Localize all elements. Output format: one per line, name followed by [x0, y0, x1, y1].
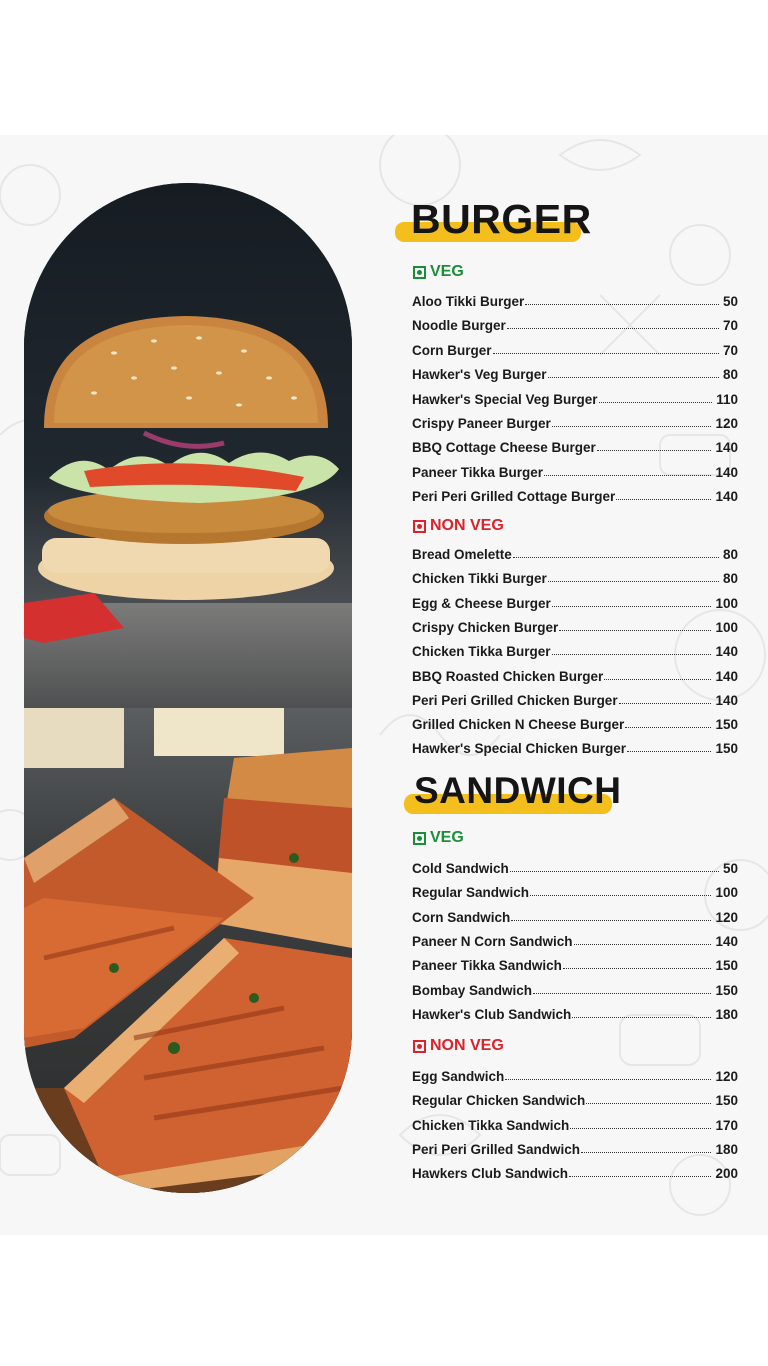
menu-item-name: Chicken Tikka Sandwich	[412, 1117, 570, 1133]
menu-item-price: 140	[715, 644, 738, 660]
menu-item-price: 150	[715, 717, 738, 733]
menu-item-row	[412, 435, 738, 455]
menu-item-name: BBQ Roasted Chicken Burger	[412, 668, 604, 684]
menu-item-name: Crispy Paneer Burger	[412, 416, 551, 431]
menu-item-name: BBQ Cottage Cheese Burger	[412, 440, 596, 456]
menu-item-row	[412, 929, 738, 949]
menu-item-price: 80	[722, 547, 738, 562]
sandwich-illustration	[24, 708, 352, 1193]
menu-item-row	[412, 313, 738, 333]
menu-item-row	[412, 289, 738, 309]
burger-illustration	[24, 183, 352, 708]
menu-item-name: Paneer N Corn Sandwich	[412, 933, 573, 949]
menu-item-price: 150	[715, 958, 738, 974]
dot-leader	[552, 426, 712, 427]
sandwich-veg-label: VEG	[413, 829, 464, 847]
food-photo-capsule	[24, 183, 352, 1193]
menu-item-name: Peri Peri Grilled Sandwich	[412, 1141, 581, 1157]
menu-item-name: Cold Sandwich	[412, 861, 509, 876]
dot-leader	[544, 475, 711, 476]
menu-item-name: Chicken Tikka Burger	[412, 644, 551, 660]
menu-item-row	[412, 1113, 738, 1133]
dot-leader	[513, 557, 719, 558]
menu-item-price: 140	[715, 692, 738, 708]
menu-item-name: Paneer Tikka Burger	[412, 464, 544, 480]
menu-item-row	[412, 856, 738, 876]
menu-item-price: 120	[715, 909, 738, 925]
dot-leader	[572, 1017, 711, 1018]
veg-symbol-icon	[413, 832, 426, 845]
menu-item-name: Hawker's Special Veg Burger	[412, 391, 598, 407]
menu-item-price: 70	[722, 342, 738, 358]
nonveg-symbol-icon	[413, 1040, 426, 1053]
menu-item-name: Hawkers Club Sandwich	[412, 1166, 569, 1182]
menu-item-name: Paneer Tikka Sandwich	[412, 958, 562, 974]
dot-leader	[548, 581, 719, 582]
menu-item-name: Bread Omelette	[412, 547, 512, 562]
menu-item-price: 180	[715, 1141, 738, 1157]
burger-nonveg-label: NON VEG	[413, 517, 504, 535]
menu-item-name: Peri Peri Grilled Cottage Burger	[412, 489, 616, 505]
menu-item-price: 150	[715, 1093, 738, 1109]
menu-item-name: Noodle Burger	[412, 318, 506, 334]
dot-leader	[505, 1079, 711, 1080]
menu-item-row	[412, 1064, 738, 1084]
menu-item-name: Regular Sandwich	[412, 885, 530, 901]
menu-item-row	[412, 639, 738, 659]
menu-item-name: Chicken Tikki Burger	[412, 571, 547, 587]
nonveg-symbol-icon	[413, 520, 426, 533]
menu-item-row	[412, 566, 738, 586]
menu-item-name: Egg Sandwich	[412, 1069, 505, 1084]
dot-leader	[563, 968, 712, 969]
menu-item-price: 70	[722, 318, 738, 334]
burger-section-title: BURGER	[411, 196, 592, 242]
dot-leader	[548, 377, 719, 378]
menu-item-name: Hawker's Veg Burger	[412, 367, 547, 383]
dot-leader	[570, 1128, 711, 1129]
dot-leader	[616, 499, 711, 500]
burger-veg-label: VEG	[413, 263, 464, 281]
dot-leader	[552, 654, 712, 655]
menu-item-row	[412, 1088, 738, 1108]
dot-leader	[586, 1103, 711, 1104]
menu-item-row	[412, 615, 738, 635]
dot-leader	[530, 895, 711, 896]
menu-item-row	[412, 688, 738, 708]
menu-item-price: 150	[715, 741, 738, 757]
menu-item-price: 50	[722, 861, 738, 876]
menu-item-price: 110	[716, 391, 738, 407]
menu-item-row	[412, 1002, 738, 1022]
menu-item-name: Peri Peri Grilled Chicken Burger	[412, 692, 618, 708]
menu-item-price: 140	[715, 668, 738, 684]
dot-leader	[533, 993, 711, 994]
menu-item-price: 100	[715, 595, 738, 611]
menu-item-row	[412, 542, 738, 562]
dot-leader	[599, 402, 713, 403]
dot-leader	[525, 304, 719, 305]
menu-item-row	[412, 591, 738, 611]
menu-item-price: 50	[722, 294, 738, 309]
dot-leader	[511, 920, 711, 921]
menu-item-price: 120	[715, 416, 738, 431]
menu-item-price: 120	[715, 1069, 738, 1084]
menu-item-name: Hawker's Special Chicken Burger	[412, 741, 627, 757]
menu-item-row	[412, 736, 738, 756]
dot-leader	[507, 328, 719, 329]
menu-item-name: Bombay Sandwich	[412, 982, 533, 998]
menu-item-row	[412, 387, 738, 407]
menu-item-name: Corn Sandwich	[412, 909, 511, 925]
dot-leader	[493, 353, 719, 354]
menu-item-name: Egg & Cheese Burger	[412, 595, 551, 611]
menu-item-price: 140	[715, 933, 738, 949]
menu-item-row	[412, 664, 738, 684]
menu-item-price: 170	[715, 1117, 738, 1133]
menu-item-name: Aloo Tikki Burger	[412, 294, 525, 309]
dot-leader	[625, 727, 711, 728]
veg-symbol-icon	[413, 266, 426, 279]
menu-item-name: Hawker's Club Sandwich	[412, 1006, 572, 1022]
dot-leader	[619, 703, 712, 704]
dot-leader	[581, 1152, 711, 1153]
sandwich-section-title: SANDWICH	[414, 770, 622, 811]
menu-item-row	[412, 484, 738, 504]
dot-leader	[552, 606, 712, 607]
menu-item-price: 140	[715, 440, 738, 456]
menu-item-name: Crispy Chicken Burger	[412, 619, 559, 635]
menu-item-name: Regular Chicken Sandwich	[412, 1093, 586, 1109]
menu-item-row	[412, 978, 738, 998]
menu-item-price: 100	[715, 885, 738, 901]
dot-leader	[559, 630, 711, 631]
menu-item-row	[412, 905, 738, 925]
menu-item-row	[412, 880, 738, 900]
menu-item-price: 200	[715, 1166, 738, 1182]
menu-item-row	[412, 1137, 738, 1157]
menu-item-row	[412, 1161, 738, 1181]
menu-item-price: 100	[715, 619, 738, 635]
menu-item-row	[412, 362, 738, 382]
menu-item-name: Corn Burger	[412, 342, 492, 358]
dot-leader	[574, 944, 712, 945]
dot-leader	[627, 751, 711, 752]
menu-item-name: Grilled Chicken N Cheese Burger	[412, 717, 625, 733]
menu-item-price: 180	[715, 1006, 738, 1022]
dot-leader	[604, 679, 711, 680]
menu-item-price: 80	[722, 367, 738, 383]
sandwich-nonveg-label: NON VEG	[413, 1037, 504, 1055]
menu-item-row	[412, 338, 738, 358]
dot-leader	[569, 1176, 711, 1177]
menu-item-price: 80	[722, 571, 738, 587]
burger-photo	[24, 183, 352, 708]
menu-item-row	[412, 460, 738, 480]
menu-item-price: 150	[715, 982, 738, 998]
grilled-sandwich-photo	[24, 708, 352, 1193]
menu-item-price: 140	[715, 489, 738, 505]
dot-leader	[597, 450, 712, 451]
menu-item-price: 140	[715, 464, 738, 480]
dot-leader	[510, 871, 719, 872]
menu-item-row	[412, 712, 738, 732]
menu-item-row	[412, 411, 738, 431]
menu-item-row	[412, 953, 738, 973]
